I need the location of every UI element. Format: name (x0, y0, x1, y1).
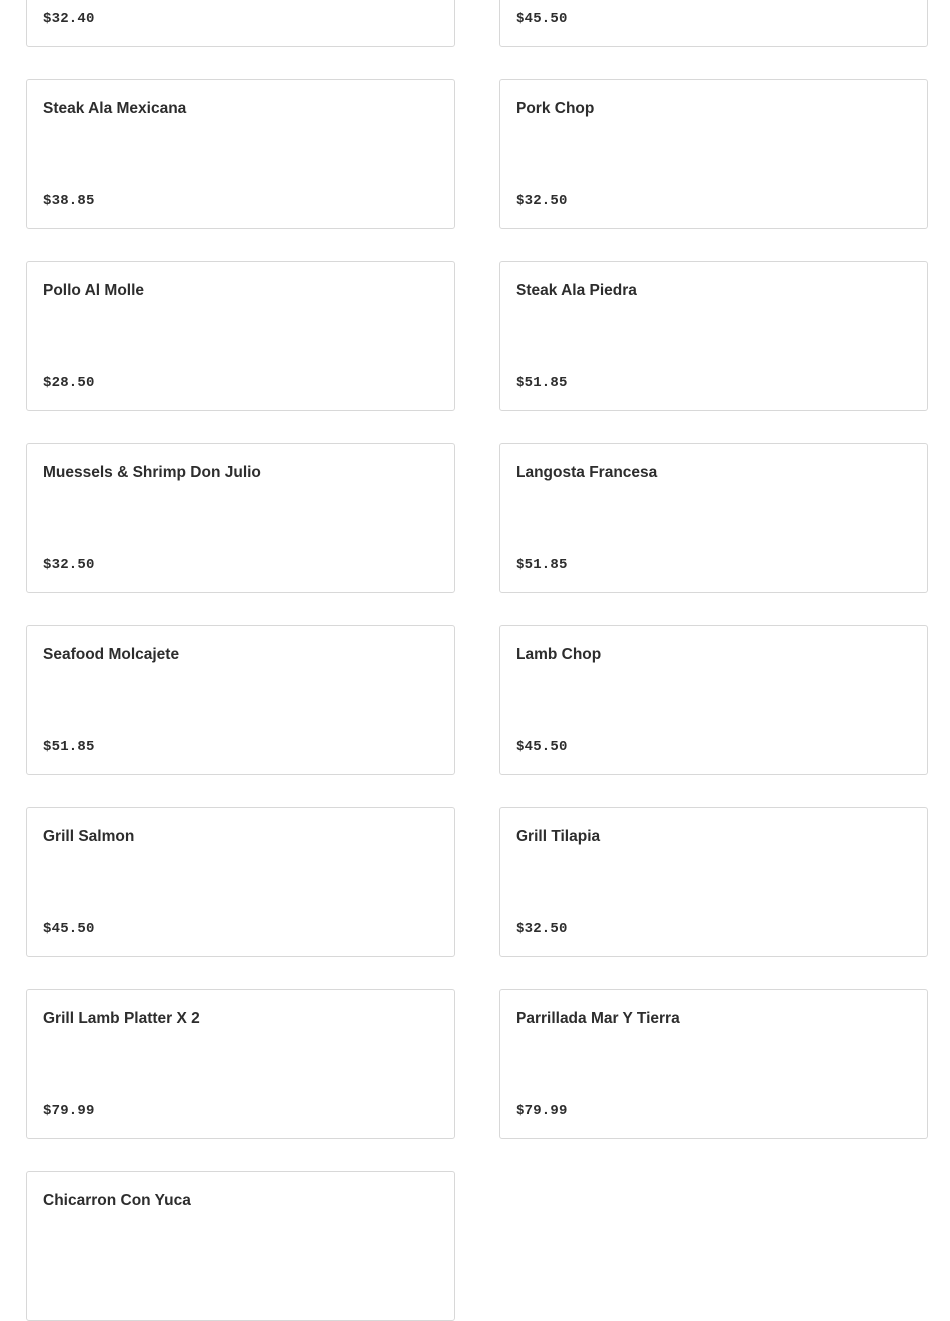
menu-item-card[interactable] (26, 625, 455, 775)
menu-item-name: Lamb Chop (516, 646, 602, 663)
menu-item-card[interactable] (26, 79, 455, 229)
menu-item-name: Parrillada Mar Y Tierra (516, 1010, 680, 1027)
menu-item-card[interactable] (499, 261, 928, 411)
menu-item-card[interactable] (499, 79, 928, 229)
menu-item-card[interactable] (499, 625, 928, 775)
menu-item-price: $32.50 (516, 193, 568, 209)
menu-item-card[interactable] (26, 261, 455, 411)
menu-item-card[interactable] (499, 807, 928, 957)
menu-item-name: Muessels & Shrimp Don Julio (43, 464, 261, 481)
menu-item-price: $45.50 (43, 921, 95, 937)
menu-item-price: $28.50 (43, 375, 95, 391)
menu-items-grid (26, 0, 928, 1321)
menu-item-price: $51.85 (43, 739, 95, 755)
menu-item-price: $32.40 (43, 11, 95, 27)
menu-item-name: Steak Ala Piedra (516, 282, 637, 299)
menu-item-card[interactable] (26, 807, 455, 957)
menu-item-name: Grill Lamb Platter X 2 (43, 1010, 200, 1027)
menu-item-name: Grill Salmon (43, 828, 135, 845)
menu-item-name: Pork Chop (516, 100, 595, 117)
menu-item-price: $51.85 (516, 375, 568, 391)
menu-item-price: $51.85 (516, 557, 568, 573)
menu-item-card[interactable] (499, 443, 928, 593)
menu-item-card[interactable] (26, 0, 455, 47)
menu-item-card[interactable] (26, 989, 455, 1139)
menu-item-card[interactable] (499, 0, 928, 47)
menu-item-name: Pollo Al Molle (43, 282, 145, 299)
menu-item-name: Seafood Molcajete (43, 646, 180, 663)
menu-item-card[interactable] (499, 989, 928, 1139)
menu-item-name: Chicarron Con Yuca (43, 1192, 191, 1209)
menu-item-name: Langosta Francesa (516, 464, 658, 481)
menu-item-price: $45.50 (516, 11, 568, 27)
menu-item-name: Grill Tilapia (516, 828, 601, 845)
menu-item-price: $32.50 (516, 921, 568, 937)
menu-item-card[interactable] (26, 1171, 455, 1321)
menu-item-price: $32.50 (43, 557, 95, 573)
menu-item-price: $79.99 (516, 1103, 568, 1119)
menu-item-price: $45.50 (516, 739, 568, 755)
menu-item-price: $38.85 (43, 193, 95, 209)
menu-item-price: $79.99 (43, 1103, 95, 1119)
menu-item-card[interactable] (26, 443, 455, 593)
menu-item-name: Steak Ala Mexicana (43, 100, 187, 117)
